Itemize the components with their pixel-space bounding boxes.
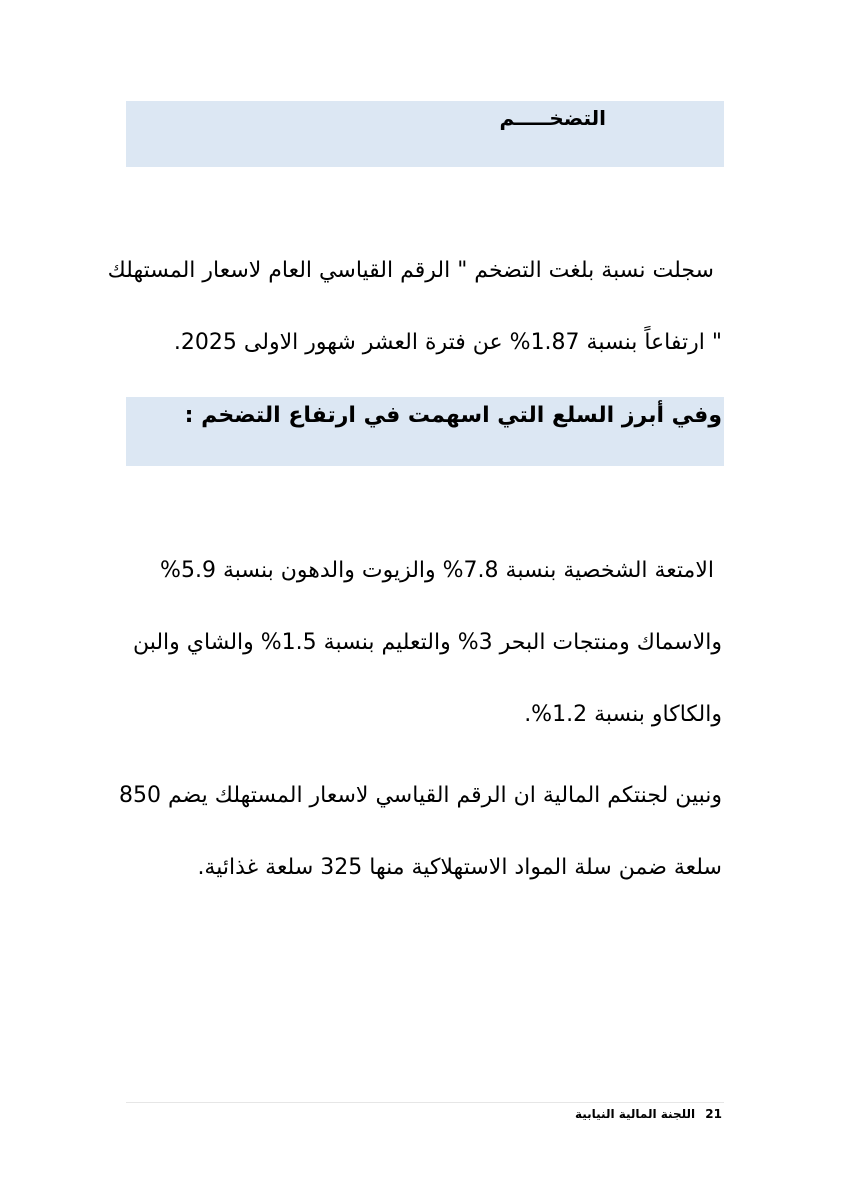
paragraph-line: ونبين لجنتكم المالية ان الرقم القياسي لاسعار المستهلك يضم 850 [118, 783, 722, 808]
title-banner [126, 101, 724, 167]
footer-divider [126, 1102, 724, 1103]
page-footer [575, 1104, 722, 1124]
paragraph-line: سلعة ضمن سلة المواد الاستهلاكية منها 325 سلعة غذائية. [197, 855, 722, 880]
paragraph-line: والاسماك ومنتجات البحر 3% والتعليم بنسبة 1.5% والشاي والبن [132, 630, 722, 655]
paragraph-line: سجلت نسبة بلغت التضخم " الرقم القياسي العام لاسعار المستهلك [107, 258, 714, 283]
page-title: التضخـــــم [499, 106, 606, 130]
basket-paragraph [118, 760, 722, 904]
page-number: 21 [705, 1107, 722, 1121]
footer-committee-name: اللجنة المالية النيابية [574, 1107, 696, 1121]
paragraph-line: الامتعة الشخصية بنسبة 7.8% والزيوت والدهون بنسبة 5.9% [160, 558, 714, 583]
paragraph-line: " ارتفاعاً بنسبة 1.87% عن فترة العشر شهور الاولى 2025. [173, 330, 722, 355]
inflation-paragraph [107, 235, 722, 379]
section-heading: وفي أبرز السلع التي اسهمت في ارتفاع التضخم : [184, 403, 722, 428]
commodities-paragraph [122, 535, 722, 751]
paragraph-line: والكاكاو بنسبة 1.2%. [524, 702, 722, 727]
